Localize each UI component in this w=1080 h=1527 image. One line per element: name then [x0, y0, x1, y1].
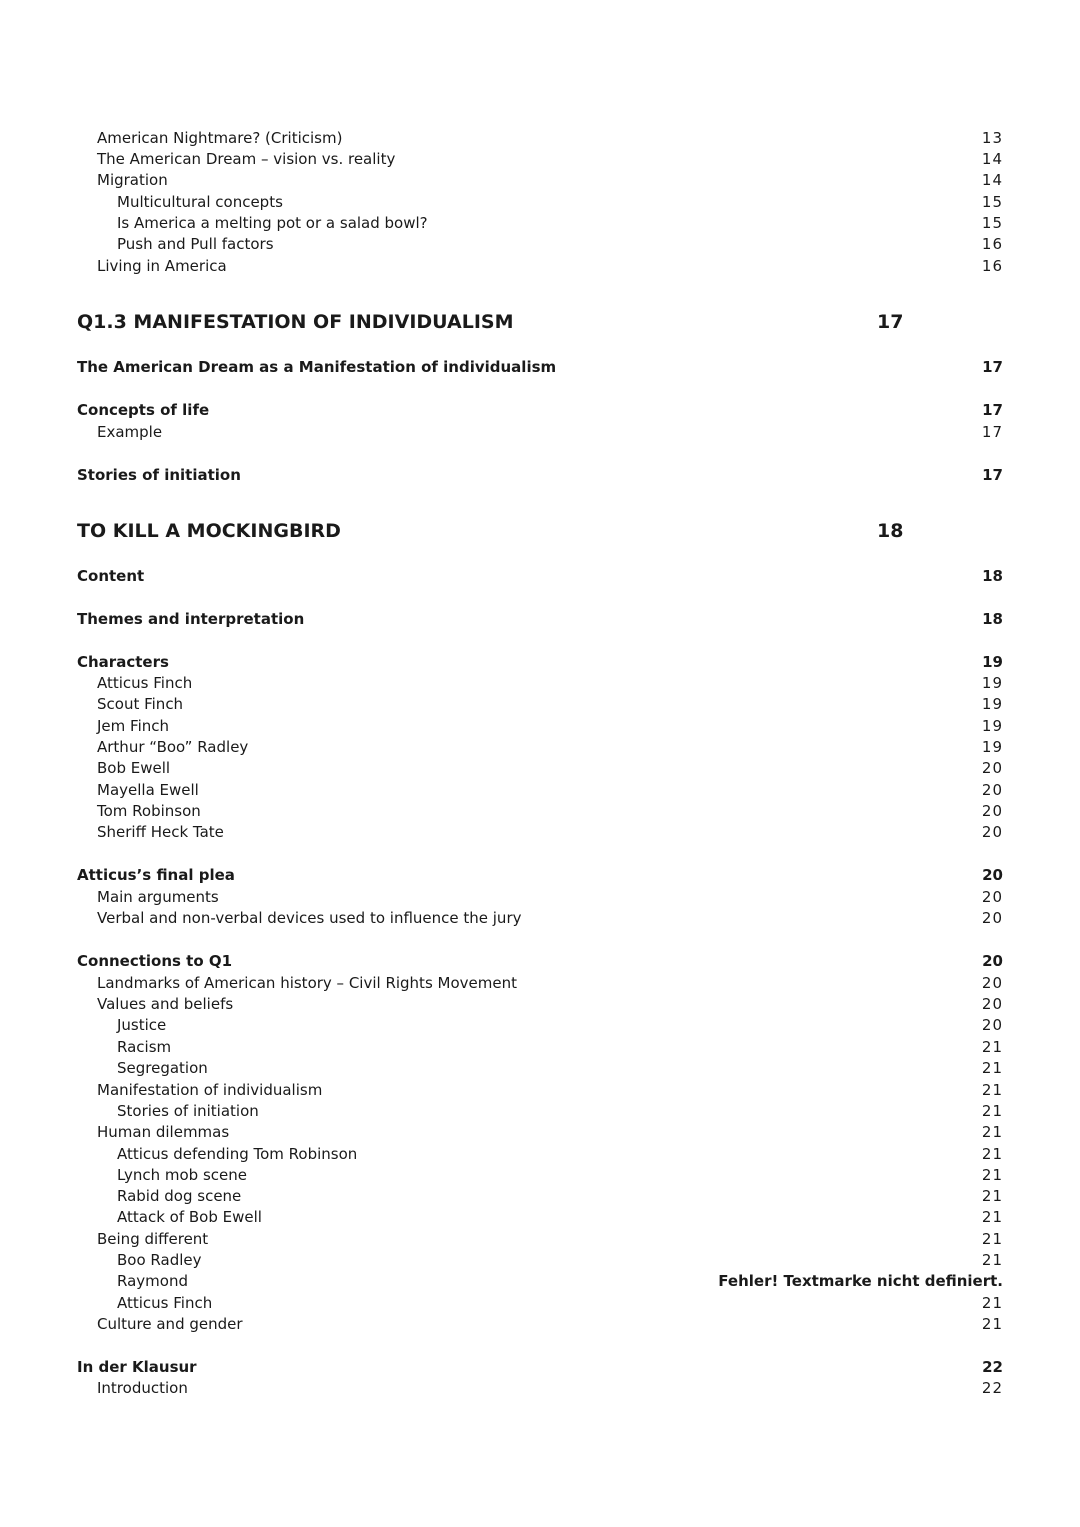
toc-section[interactable]: [0, 1357, 1080, 1378]
toc-entry-page: 14: [981, 171, 1003, 189]
toc-entry[interactable]: [0, 1144, 1080, 1165]
toc-entry[interactable]: [0, 801, 1080, 822]
toc-entry-label: Push and Pull factors: [117, 235, 274, 253]
toc-heading-page: 18: [877, 520, 904, 542]
toc-entry-page: 21: [981, 1208, 1003, 1226]
toc-entry-page: 16: [981, 235, 1003, 253]
toc-entry-page: 19: [981, 738, 1003, 756]
toc-entry[interactable]: [0, 149, 1080, 170]
toc-heading-q13[interactable]: [0, 309, 1080, 335]
toc-entry-page: 14: [981, 150, 1003, 168]
toc-entry-label: Culture and gender: [97, 1315, 243, 1333]
toc-entry[interactable]: [0, 1293, 1080, 1314]
toc-section-label: Themes and interpretation: [77, 610, 305, 628]
toc-heading-label: Q1.3 MANIFESTATION OF INDIVIDUALISM: [77, 311, 514, 333]
toc-section-page: 17: [982, 466, 1003, 484]
toc-section-label: The American Dream as a Manifestation of individualism: [77, 358, 557, 376]
toc-entry-page: 17: [981, 423, 1003, 441]
toc-entry-page: 15: [981, 214, 1003, 232]
toc-section[interactable]: [0, 465, 1080, 486]
toc-entry-label: Main arguments: [97, 888, 219, 906]
toc-entry-label: Atticus defending Tom Robinson: [117, 1145, 358, 1163]
toc-entry-label: Scout Finch: [97, 695, 184, 713]
toc-entry[interactable]: [0, 1165, 1080, 1186]
toc-entry-page: 21: [981, 1059, 1003, 1077]
toc-entry-label: Segregation: [117, 1059, 208, 1077]
toc-section[interactable]: [0, 566, 1080, 587]
toc-entry-page: 19: [981, 717, 1003, 735]
toc-entry[interactable]: [0, 1037, 1080, 1058]
toc-entry-page: 15: [981, 193, 1003, 211]
toc-entry-page: 20: [981, 759, 1003, 777]
toc-entry[interactable]: [0, 1250, 1080, 1271]
toc-entry[interactable]: [0, 234, 1080, 255]
toc-entry-label: Being different: [97, 1230, 209, 1248]
toc-section-page: 18: [982, 567, 1003, 585]
toc-section-label: Content: [77, 567, 145, 585]
toc-entry-label: Atticus Finch: [117, 1294, 213, 1312]
toc-entry[interactable]: [0, 1058, 1080, 1079]
toc-section-label: Stories of initiation: [77, 466, 241, 484]
toc-entry-label: Atticus Finch: [97, 674, 193, 692]
toc-entry[interactable]: [0, 994, 1080, 1015]
toc-entry[interactable]: [0, 694, 1080, 715]
toc-entry-page: 13: [981, 129, 1003, 147]
toc-section[interactable]: [0, 357, 1080, 378]
toc-entry[interactable]: [0, 1378, 1080, 1399]
toc-entry-page-error: Fehler! Textmarke nicht definiert.: [718, 1272, 1003, 1290]
toc-entry-label: Example: [97, 423, 163, 441]
toc-entry[interactable]: [0, 737, 1080, 758]
toc-section-page: 22: [982, 1358, 1003, 1376]
toc-entry-label: Bob Ewell: [97, 759, 171, 777]
toc-entry-label: Attack of Bob Ewell: [117, 1208, 262, 1226]
toc-entry[interactable]: [0, 256, 1080, 277]
toc-entry[interactable]: [0, 1314, 1080, 1335]
toc-entry-page: 21: [981, 1038, 1003, 1056]
toc-section[interactable]: [0, 609, 1080, 630]
toc-entry[interactable]: [0, 170, 1080, 191]
toc-entry[interactable]: [0, 1101, 1080, 1122]
toc-entry-label: Human dilemmas: [97, 1123, 230, 1141]
toc-entry[interactable]: [0, 973, 1080, 994]
toc-entry[interactable]: [0, 128, 1080, 149]
toc-section-page: 17: [982, 401, 1003, 419]
toc-section[interactable]: [0, 865, 1080, 886]
toc-entry-page: 21: [981, 1123, 1003, 1141]
toc-entry-page: 21: [981, 1145, 1003, 1163]
toc-entry[interactable]: [0, 1271, 1080, 1292]
toc-entry-page: 19: [981, 674, 1003, 692]
toc-entry-label: Boo Radley: [117, 1251, 202, 1269]
toc-heading-mockingbird[interactable]: [0, 518, 1080, 544]
toc-entry-page: 21: [981, 1166, 1003, 1184]
toc-entry-label: Arthur “Boo” Radley: [97, 738, 249, 756]
toc-section-page: 20: [982, 952, 1003, 970]
toc-entry-label: Justice: [117, 1016, 167, 1034]
toc-entry[interactable]: [0, 213, 1080, 234]
toc-section-label: Connections to Q1: [77, 952, 233, 970]
toc-section-label: Atticus’s final plea: [77, 866, 235, 884]
toc-entry-label: Tom Robinson: [97, 802, 201, 820]
toc-entry-page: 20: [981, 802, 1003, 820]
toc-entry-label: Stories of initiation: [117, 1102, 259, 1120]
toc-entry[interactable]: [0, 1122, 1080, 1143]
toc-section[interactable]: [0, 951, 1080, 972]
toc-entry-page: 20: [981, 888, 1003, 906]
toc-entry[interactable]: [0, 887, 1080, 908]
toc-entry-label: American Nightmare? (Criticism): [97, 129, 343, 147]
toc-heading-label: TO KILL A MOCKINGBIRD: [77, 520, 341, 542]
toc-entry-label: Mayella Ewell: [97, 781, 199, 799]
toc-entry-page: 20: [981, 1016, 1003, 1034]
toc-entry[interactable]: [0, 422, 1080, 443]
toc-section-label: Characters: [77, 653, 169, 671]
toc-entry[interactable]: [0, 192, 1080, 213]
toc-entry[interactable]: [0, 1080, 1080, 1101]
toc-entry-page: 20: [981, 995, 1003, 1013]
toc-entry[interactable]: [0, 758, 1080, 779]
toc-entry[interactable]: [0, 1015, 1080, 1036]
toc-section[interactable]: [0, 400, 1080, 421]
toc-section-page: 19: [982, 653, 1003, 671]
toc-entry-page: 19: [981, 695, 1003, 713]
toc-entry-label: Values and beliefs: [97, 995, 234, 1013]
toc-entry-page: 20: [981, 974, 1003, 992]
toc-entry-page: 21: [981, 1081, 1003, 1099]
toc-entry-label: Living in America: [97, 257, 227, 275]
toc-entry[interactable]: [0, 822, 1080, 843]
toc-section-label: In der Klausur: [77, 1358, 197, 1376]
toc-entry[interactable]: [0, 1186, 1080, 1207]
toc-entry-label: Rabid dog scene: [117, 1187, 242, 1205]
toc-entry-page: 16: [981, 257, 1003, 275]
toc-section-page: 17: [982, 358, 1003, 376]
toc-entry-page: 21: [981, 1102, 1003, 1120]
toc-entry-label: Landmarks of American history – Civil Rights Movement: [97, 974, 517, 992]
toc-entry-page: 21: [981, 1294, 1003, 1312]
toc-section[interactable]: [0, 652, 1080, 673]
toc-entry-label: The American Dream – vision vs. reality: [97, 150, 396, 168]
toc-entry-page: 20: [981, 909, 1003, 927]
toc-entry-page: 21: [981, 1187, 1003, 1205]
toc-entry-label: Is America a melting pot or a salad bowl?: [117, 214, 428, 232]
toc-entry-page: 22: [981, 1379, 1003, 1397]
toc-section-label: Concepts of life: [77, 401, 210, 419]
toc-entry[interactable]: [0, 716, 1080, 737]
toc-entry-page: 20: [981, 781, 1003, 799]
toc-section-page: 20: [982, 866, 1003, 884]
toc-section-page: 18: [982, 610, 1003, 628]
toc-entry[interactable]: [0, 673, 1080, 694]
toc-entry[interactable]: [0, 1207, 1080, 1228]
toc-entry-label: Sheriff Heck Tate: [97, 823, 224, 841]
toc-entry-label: Raymond: [117, 1272, 188, 1290]
toc-entry-page: 20: [981, 823, 1003, 841]
toc-entry-page: 21: [981, 1230, 1003, 1248]
toc-entry[interactable]: [0, 1229, 1080, 1250]
toc-entry-label: Introduction: [97, 1379, 188, 1397]
toc-entry-label: Jem Finch: [97, 717, 169, 735]
toc-entry-label: Lynch mob scene: [117, 1166, 247, 1184]
toc-entry-page: 21: [981, 1315, 1003, 1333]
toc-entry[interactable]: [0, 780, 1080, 801]
toc-entry-label: Multicultural concepts: [117, 193, 283, 211]
toc-entry[interactable]: [0, 908, 1080, 929]
toc-entry-label: Verbal and non-verbal devices used to influence the jury: [97, 909, 522, 927]
toc-entry-label: Manifestation of individualism: [97, 1081, 323, 1099]
toc-entry-label: Migration: [97, 171, 168, 189]
toc-entry-page: 21: [981, 1251, 1003, 1269]
toc-heading-page: 17: [877, 311, 904, 333]
toc-entry-label: Racism: [117, 1038, 172, 1056]
